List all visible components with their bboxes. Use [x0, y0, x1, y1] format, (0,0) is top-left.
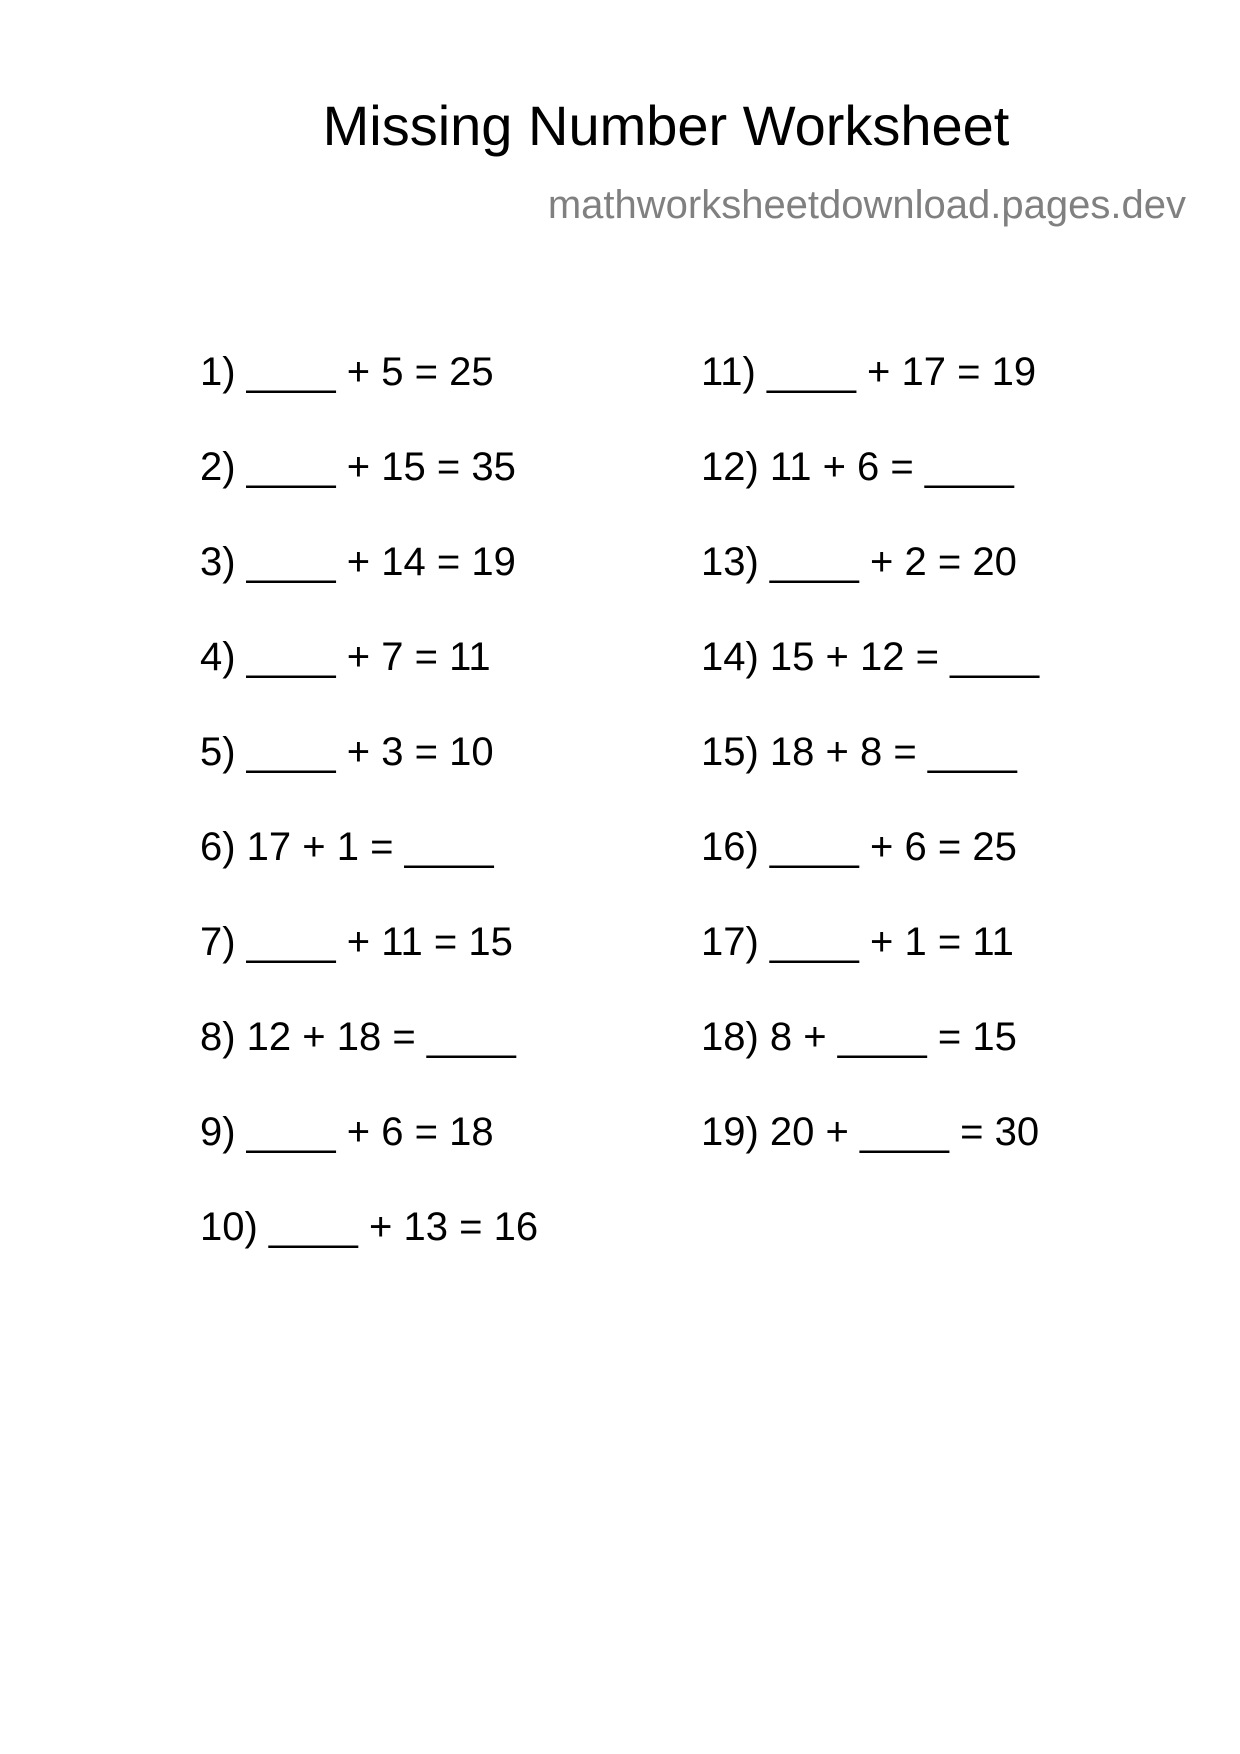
problem-6: 6) 17 + 1 = ____	[200, 825, 494, 869]
problem-3: 3) ____ + 14 = 19	[200, 540, 516, 584]
problem-5: 5) ____ + 3 = 10	[200, 730, 494, 774]
problem-2: 2) ____ + 15 = 35	[200, 445, 516, 489]
problems-column-left	[200, 352, 538, 1302]
problem-9: 9) ____ + 6 = 18	[200, 1110, 494, 1154]
problem-8: 8) 12 + 18 = ____	[200, 1015, 516, 1059]
problem-11: 11) ____ + 17 = 19	[701, 350, 1037, 394]
problem-13: 13) ____ + 2 = 20	[701, 540, 1017, 584]
problem-17: 17) ____ + 1 = 11	[701, 920, 1014, 964]
problem-19: 19) 20 + ____ = 30	[701, 1110, 1040, 1154]
problem-7: 7) ____ + 11 = 15	[200, 920, 513, 964]
problem-1: 1) ____ + 5 = 25	[200, 350, 494, 394]
worksheet-title: Missing Number Worksheet	[322, 94, 1010, 157]
problem-16: 16) ____ + 6 = 25	[701, 825, 1017, 869]
problem-18: 18) 8 + ____ = 15	[701, 1015, 1017, 1059]
problem-12: 12) 11 + 6 = ____	[701, 445, 1014, 489]
source-url: mathworksheetdownload.pages.dev	[547, 183, 1186, 227]
problems-column-right	[701, 352, 1039, 1207]
problem-14: 14) 15 + 12 = ____	[701, 635, 1040, 679]
problem-15: 15) 18 + 8 = ____	[701, 730, 1017, 774]
problem-4: 4) ____ + 7 = 11	[200, 635, 491, 679]
problem-10: 10) ____ + 13 = 16	[200, 1205, 539, 1249]
